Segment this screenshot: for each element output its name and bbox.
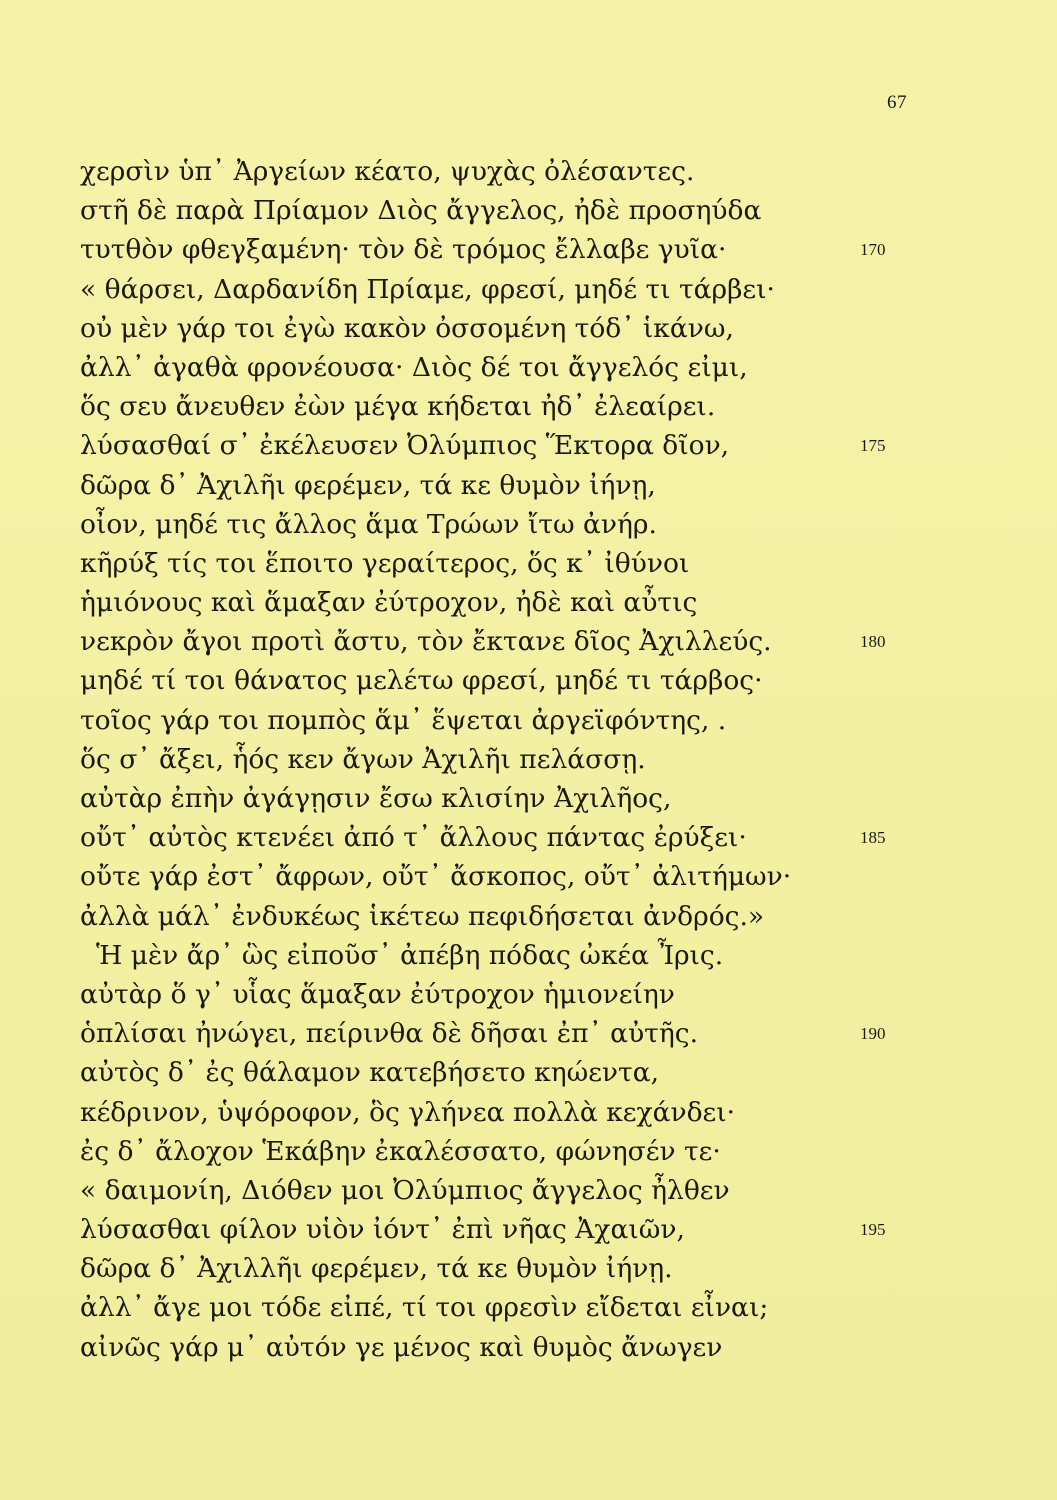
verse-line: οἶον, μηδέ τις ἄλλος ἅμα Τρώων ἴτω ἀνήρ. xyxy=(80,508,657,540)
verse-line: ὅς σ᾽ ἄξει, ἧός κεν ἄγων Ἀχιλῆι πελάσσῃ. xyxy=(80,743,646,775)
line-number: 190 xyxy=(860,1024,886,1044)
verse-line: ὅς σευ ἄνευθεν ἐὼν μέγα κήδεται ἠδ᾽ ἐλεαίρει. xyxy=(80,391,716,423)
verse-line: Ἡ μὲν ἄρ᾽ ὣς εἰποῦσ᾽ ἀπέβη πόδας ὠκέα Ἶρις. xyxy=(96,939,724,971)
line-number: 185 xyxy=(860,828,886,848)
verse-line: μηδέ τί τοι θάνατος μελέτω φρεσί, μηδέ τι τάρβος· xyxy=(80,665,763,697)
line-number: 170 xyxy=(860,240,886,260)
verse-line: κῆρύξ τίς τοι ἕποιτο γεραίτερος, ὅς κ᾽ ἰθύνοι xyxy=(80,547,690,579)
verse-line: « θάρσει, Δαρδανίδη Πρίαμε, φρεσί, μηδέ τι τάρβει· xyxy=(80,273,775,305)
verse-line: τυτθὸν φθεγξαμένη· τὸν δὲ τρόμος ἔλλαβε γυῖα· xyxy=(80,234,727,266)
verse-line: οὐ μὲν γάρ τοι ἐγὼ κακὸν ὀσσομένη τόδ᾽ ἱκάνω, xyxy=(80,312,734,344)
verse-line: οὔτε γάρ ἐστ᾽ ἄφρων, οὔτ᾽ ἄσκοπος, οὔτ᾽ ἀλιτήμων· xyxy=(80,861,792,893)
verse-line: ἡμιόνους καὶ ἅμαξαν ἐύτροχον, ἠδὲ καὶ αὖτις xyxy=(80,587,698,619)
verse-line: ἀλλ᾽ ἄγε μοι τόδε εἰπέ, τί τοι φρεσὶν εἴδεται εἶναι; xyxy=(80,1292,769,1324)
verse-line: αὐτὰρ ἐπὴν ἀγάγῃσιν ἔσω κλισίην Ἀχιλῆος, xyxy=(80,783,672,814)
page-number: 67 xyxy=(887,92,907,113)
verse-line: αἰνῶς γάρ μ᾽ αὐτόν γε μένος καὶ θυμὸς ἄνωγεν xyxy=(80,1331,723,1363)
verse-line: κέδρινον, ὑψόροφον, ὃς γλήνεα πολλὰ κεχάνδει· xyxy=(80,1096,736,1128)
verse-line: ἐς δ᾽ ἄλοχον Ἑκάβην ἐκαλέσσατο, φώνησέν τε· xyxy=(80,1135,721,1167)
line-number: 175 xyxy=(860,436,886,456)
verse-line: νεκρὸν ἄγοι προτὶ ἄστυ, τὸν ἔκτανε δῖος Ἀχιλλεύς. xyxy=(80,626,772,658)
verse-line: « δαιμονίη, Διόθεν μοι Ὀλύμπιος ἄγγελος ἦλθεν xyxy=(80,1174,730,1206)
verse-line: ἀλλὰ μάλ᾽ ἐνδυκέως ἱκέτεω πεφιδήσεται ἀνδρός.» xyxy=(80,900,765,932)
verse-line: αὐτὰρ ὅ γ᾽ υἷας ἅμαξαν ἐύτροχον ἡμιονείην xyxy=(80,978,675,1010)
verse-block xyxy=(80,152,792,1367)
verse-line: χερσὶν ὑπ᾽ Ἀργείων κέατο, ψυχὰς ὀλέσαντες. xyxy=(80,156,695,187)
verse-line: δῶρα δ᾽ Ἀχιλῆι φερέμεν, τά κε θυμὸν ἰήνῃ, xyxy=(80,469,656,501)
verse-line: ἀλλ᾽ ἀγαθὰ φρονέουσα· Διὸς δέ τοι ἄγγελός εἰμι, xyxy=(80,351,748,383)
verse-line: αὐτὸς δ᾽ ἐς θάλαμον κατεβήσετο κηώεντα, xyxy=(80,1057,660,1089)
verse-line: στῆ δὲ παρὰ Πρίαμον Διὸς ἄγγελος, ἠδὲ προσηύδα xyxy=(80,195,762,227)
verse-line: δῶρα δ᾽ Ἀχιλλῆι φερέμεν, τά κε θυμὸν ἰήνῃ. xyxy=(80,1253,673,1285)
verse-line: τοῖος γάρ τοι πομπὸς ἅμ᾽ ἕψεται ἀργεϊφόντης, . xyxy=(80,704,727,736)
verse-line: ὁπλίσαι ἠνώγει, πείρινθα δὲ δῆσαι ἐπ᾽ αὐτῆς. xyxy=(80,1018,698,1050)
line-number: 195 xyxy=(860,1220,886,1240)
verse-line: οὔτ᾽ αὐτὸς κτενέει ἀπό τ᾽ ἄλλους πάντας ἐρύξει· xyxy=(80,822,747,854)
verse-line: λύσασθαί σ᾽ ἐκέλευσεν Ὀλύμπιος Ἕκτορα δῖον, xyxy=(80,430,730,462)
verse-line: λύσασθαι φίλον υἱὸν ἰόντ᾽ ἐπὶ νῆας Ἀχαιῶν, xyxy=(80,1214,685,1246)
line-number: 180 xyxy=(860,632,886,652)
